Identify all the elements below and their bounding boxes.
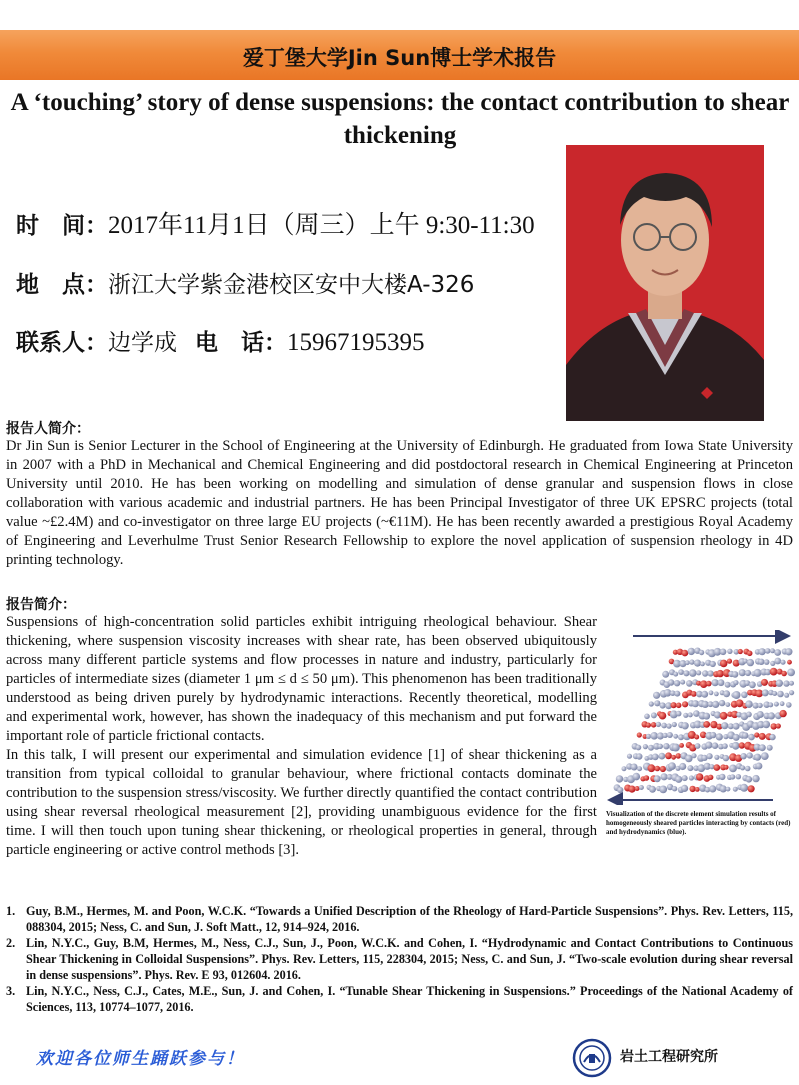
contact-particle [691, 691, 697, 697]
institute-name: 岩土工程研究所 [620, 1049, 718, 1065]
hydrodynamic-particle [780, 701, 785, 706]
hydrodynamic-particle [784, 693, 789, 698]
hydrodynamic-particle [659, 753, 666, 760]
contact-particle [635, 786, 640, 791]
contact-particle [747, 651, 753, 657]
abstract-heading: 报告简介： [6, 597, 76, 613]
time-row [16, 211, 535, 241]
hydrodynamic-particle [708, 670, 714, 676]
contact-particle [637, 732, 642, 737]
hydrodynamic-particle [646, 734, 651, 739]
hydrodynamic-particle [740, 784, 748, 792]
hydrodynamic-particle [764, 659, 770, 665]
hydrodynamic-particle [712, 701, 719, 708]
hydrodynamic-particle [674, 680, 680, 686]
hydrodynamic-particle [683, 713, 688, 718]
hydrodynamic-particle [666, 723, 671, 728]
hydrodynamic-particle [695, 743, 701, 749]
hydrodynamic-particle [772, 691, 777, 696]
hydrodynamic-particle [783, 680, 789, 686]
hydrodynamic-particle [747, 659, 754, 666]
hydrodynamic-particle [709, 785, 716, 792]
hydrodynamic-particle [785, 648, 792, 655]
hydrodynamic-particle [674, 691, 680, 697]
hydrodynamic-particle [688, 648, 695, 655]
contact-particle [682, 701, 688, 707]
hydrodynamic-particle [774, 658, 781, 665]
hydrodynamic-particle [739, 669, 746, 676]
hydrodynamic-particle [673, 734, 678, 739]
phone-label: 电 话： [195, 330, 287, 356]
place-label: 地 点： [16, 272, 108, 298]
contact-particle [770, 668, 778, 676]
hydrodynamic-particle [699, 650, 704, 655]
hydrodynamic-particle [672, 722, 677, 727]
reference-item: 3. Lin, N.Y.C., Ness, C.J., Cates, M.E., Sun, J. and Cohen, I. “Tunable Shear Thickening in Suspensions.” Proceedings of the National Academy of Sciences, 113, 10774–1077, 2016. [6, 984, 793, 1014]
contact-particle [628, 786, 635, 793]
hydrodynamic-particle [639, 785, 644, 790]
hydrodynamic-particle [722, 743, 728, 749]
hydrodynamic-particle [746, 776, 753, 783]
contact-particle [720, 712, 728, 720]
contact-particle [648, 764, 656, 772]
hydrodynamic-particle [755, 763, 762, 770]
phone-value: 15967195395 [287, 329, 425, 356]
hydrodynamic-particle [730, 774, 735, 779]
hydrodynamic-particle [667, 732, 673, 738]
hydrodynamic-particle [740, 765, 745, 770]
contact-label: 联系人： [16, 330, 108, 356]
hydrodynamic-particle [763, 721, 771, 729]
hydrodynamic-particle [768, 712, 775, 719]
hydrodynamic-particle [691, 753, 696, 758]
hydrodynamic-particle [702, 670, 708, 676]
hydrodynamic-particle [654, 775, 661, 782]
hydrodynamic-particle [745, 700, 753, 708]
hydrodynamic-particle [696, 670, 701, 675]
hydrodynamic-particle [733, 691, 741, 699]
contact-row [16, 328, 425, 358]
contact-particle [724, 765, 729, 770]
contact-particle [748, 785, 755, 792]
contact-particle [779, 710, 786, 717]
contact-particle [646, 723, 651, 728]
reference-list [6, 903, 793, 1015]
hydrodynamic-particle [648, 745, 654, 751]
hydrodynamic-particle [759, 648, 766, 655]
contact-particle [651, 722, 657, 728]
hydrodynamic-particle [777, 691, 784, 698]
hydrodynamic-particle [710, 732, 716, 738]
hydrodynamic-particle [770, 648, 775, 653]
hydrodynamic-particle [656, 722, 661, 727]
hydrodynamic-particle [681, 722, 688, 729]
contact-particle [703, 721, 710, 728]
hydrodynamic-particle [733, 787, 738, 792]
hydrodynamic-particle [692, 700, 699, 707]
hydrodynamic-particle [686, 680, 693, 687]
hydrodynamic-particle [720, 649, 727, 656]
hydrodynamic-particle [636, 745, 642, 751]
hydrodynamic-particle [660, 702, 666, 708]
hydrodynamic-particle [694, 660, 701, 667]
contact-particle [695, 787, 700, 792]
hydrodynamic-particle [729, 765, 737, 773]
hydrodynamic-particle [676, 711, 682, 717]
header-banner [0, 30, 799, 80]
hydrodynamic-particle [616, 775, 623, 782]
contact-particle [696, 773, 703, 780]
hydrodynamic-particle [680, 680, 685, 685]
contact-particle [738, 649, 743, 654]
bio-text: Dr Jin Sun is Senior Lecturer in the School of Engineering at the University of Edinburgh. He graduated from Iowa State University in 2007 with a PhD in Mechanical and Chemical Engineering and did postdoctoral research in Chemical Engineering at Princeton University until 2010. He has been working on modelling and simulation of dense granular and suspension flows in close collaboration with various academic and industrial partners. He has been Principal Investigator of three UK EPSRC projects (total value ~£2.4M) and co-investigator on three large EU projects (~€11M). He has been recently awarded a prestigious Royal Academy of Engineering and Leverhulme Trust Senior Research Fellowship to explore the novel application of suspension rheology in 4D printing technology. [6, 438, 793, 568]
hydrodynamic-particle [687, 765, 693, 771]
hydrodynamic-particle [714, 755, 719, 760]
hydrodynamic-particle [681, 785, 688, 792]
contact-particle [706, 681, 712, 687]
hydrodynamic-particle [627, 754, 632, 759]
university-logo [572, 1038, 612, 1078]
hydrodynamic-particle [678, 734, 684, 740]
hydrodynamic-particle [685, 660, 690, 665]
contact-particle [727, 659, 732, 664]
hydrodynamic-particle [789, 690, 794, 695]
hydrodynamic-particle [644, 714, 650, 720]
hydrodynamic-particle [768, 702, 773, 707]
hydrodynamic-particle [719, 774, 725, 780]
hydrodynamic-particle [725, 682, 731, 688]
hydrodynamic-particle [762, 689, 769, 696]
abstract-paragraph: Suspensions of high-concentration solid particles exhibit intriguing rheological behaviour. Shear thickening, where suspension viscosity increases with shear rate, has been observed ubiquitously across many different particle systems and flow processes in nature and industry, particularly for particles of intermediate sizes (diameter 1 μm ≤ d ≤ 50 μm). This phenomenon has been traditionally understood as being driven purely by hydrodynamic interactions. Recently theoretical, modelling and experimental work, however, has shown the inadequacy of this mechanism and put forward the important role of particle frictional contacts. [6, 614, 597, 744]
hydrodynamic-particle [754, 669, 762, 677]
hydrodynamic-particle [789, 681, 794, 686]
hydrodynamic-particle [721, 722, 728, 729]
contact-particle [682, 650, 689, 657]
hydrodynamic-particle [748, 734, 755, 741]
hydrodynamic-particle [651, 712, 657, 718]
contact-particle [694, 735, 699, 740]
hydrodynamic-particle [726, 787, 731, 792]
contact-particle [720, 660, 728, 668]
contact-particle [717, 670, 724, 677]
hydrodynamic-particle [725, 702, 730, 707]
contact-particle [761, 679, 768, 686]
hydrodynamic-particle [745, 766, 751, 772]
figure-caption: Visualization of the discrete element simulation results of homogeneously sheared particles interacting by contacts (red) and hydrodynamics (blue). [606, 810, 791, 836]
hydrodynamic-particle [767, 745, 773, 751]
abstract-body [6, 613, 597, 860]
hydrodynamic-particle [672, 786, 677, 791]
contact-particle [714, 764, 721, 771]
hydrodynamic-particle [745, 670, 751, 676]
hydrodynamic-particle [710, 661, 716, 667]
contact-particle [781, 671, 787, 677]
contact-particle [787, 660, 792, 665]
contact-particle [759, 733, 766, 740]
hydrodynamic-particle [682, 775, 688, 781]
contact-particle [708, 775, 713, 780]
hydrodynamic-particle [678, 669, 684, 675]
hydrodynamic-particle [654, 700, 660, 706]
abstract-paragraph: In this talk, I will present our experimental and simulation evidence [1] of shear thickening as a transition from typical colloidal to granular behaviour, where frictional contacts dominate the contribution to the suspension stress/viscosity. We further directly quantified the contact contribution using shear reversal rheological measurement [2], providing unambiguous evidence for the first time. I will then touch upon tuning shear thickening, or rheological properties in general, through particle engineering or active control methods [3]. [6, 747, 597, 858]
place-row [16, 270, 474, 300]
contact-particle [776, 723, 781, 728]
hydrodynamic-particle [757, 711, 764, 718]
hydrodynamic-particle [683, 670, 689, 676]
hydrodynamic-particle [723, 690, 730, 697]
hydrodynamic-particle [661, 723, 667, 729]
hydrodynamic-particle [761, 752, 769, 760]
reference-item: 1. Guy, B.M., Hermes, M. and Poon, W.C.K. “Towards a Unified Description of the Rheology of Hard-Particle Suspensions”. Phys. Rev. Letters, 115, 088304, 2015; Ness, C. and Sun, J. Soft Matt., 12, 914–924, 2016. [6, 904, 793, 934]
hydrodynamic-particle [663, 743, 669, 749]
hydrodynamic-particle [723, 755, 729, 761]
hydrodynamic-particle [622, 766, 627, 771]
hydrodynamic-particle [733, 680, 738, 685]
hydrodynamic-particle [769, 734, 775, 740]
contact-particle [671, 702, 677, 708]
hydrodynamic-particle [662, 671, 669, 678]
hydrodynamic-particle [752, 775, 759, 782]
hydrodynamic-particle [617, 787, 623, 793]
contact-particle [676, 703, 682, 709]
hydrodynamic-particle [757, 703, 762, 708]
hydrodynamic-particle [675, 776, 682, 783]
hydrodynamic-particle [786, 702, 792, 708]
contact-particle [754, 732, 759, 737]
contact-particle [665, 752, 672, 759]
hydrodynamic-particle [688, 712, 693, 717]
hydrodynamic-particle [659, 786, 667, 794]
hydrodynamic-particle [668, 762, 676, 770]
hydrodynamic-particle [673, 672, 678, 677]
hydrodynamic-particle [736, 774, 741, 779]
hydrodynamic-particle [733, 723, 740, 730]
hydrodynamic-particle [787, 669, 795, 677]
hydrodynamic-particle [701, 691, 708, 698]
hydrodynamic-particle [732, 671, 739, 678]
hydrodynamic-particle [758, 659, 764, 665]
hydrodynamic-particle [732, 742, 740, 750]
contact-particle [671, 755, 676, 760]
simulation-figure [603, 630, 795, 805]
hydrodynamic-particle [633, 773, 641, 781]
hydrodynamic-particle [668, 679, 674, 685]
hydrodynamic-particle [776, 680, 783, 687]
hydrodynamic-particle [679, 763, 686, 770]
time-value: 2017年11月1日（周三）上午 9:30-11:30 [108, 212, 535, 239]
hydrodynamic-particle [712, 742, 719, 749]
hydrodynamic-particle [765, 648, 771, 654]
hydrodynamic-particle [759, 744, 766, 751]
hydrodynamic-particle [714, 692, 719, 697]
hydrodynamic-particle [780, 660, 785, 665]
contact-particle [655, 766, 661, 772]
hydrodynamic-particle [741, 692, 748, 699]
hydrodynamic-particle [689, 775, 694, 780]
place-value: 浙江大学紫金港校区安中大楼A-326 [108, 272, 475, 298]
hydrodynamic-particle [716, 733, 723, 740]
hydrodynamic-particle [637, 766, 642, 771]
welcome-message: 欢迎各位师生踊跃参与！ [36, 1049, 245, 1069]
time-label: 时 间： [16, 213, 108, 239]
hydrodynamic-particle [742, 732, 749, 739]
hydrodynamic-particle [658, 744, 663, 749]
hydrodynamic-particle [672, 744, 680, 752]
hydrodynamic-particle [703, 713, 710, 720]
hydrodynamic-particle [689, 669, 697, 677]
banner-title: 爱丁堡大学Jin Sun博士学术报告 [242, 46, 557, 70]
speaker-photo [566, 145, 764, 421]
contact-particle [679, 743, 684, 748]
reference-item: 2. Lin, N.Y.C., Guy, B.M, Hermes, M., Ness, C.J., Sun, J., Poon, W.C.K. and Cohen, I. “Hydrodynamic and Contact Contributions to Continuous Shear Thickening in Colloidal Suspensions”. Phys. Rev. Letters, 115, 228304, 2015; Ness, C. and Sun, J. “Two-scale evolution during shear reversal in dense suspensions”. Phys. Rev. E 93, 012604. 2016. [6, 936, 793, 982]
talk-title: A ‘touching’ story of dense suspensions: the contact contribution to shear thickening [10, 89, 790, 149]
hydrodynamic-particle [747, 752, 753, 758]
hydrodynamic-particle [643, 744, 648, 749]
hydrodynamic-particle [719, 700, 725, 706]
contact-value: 边学成 [108, 330, 177, 356]
hydrodynamic-particle [740, 753, 746, 759]
contact-particle [689, 786, 695, 792]
hydrodynamic-particle [774, 702, 779, 707]
hydrodynamic-particle [707, 753, 713, 759]
hydrodynamic-particle [689, 659, 694, 664]
hydrodynamic-particle [700, 662, 705, 667]
hydrodynamic-particle [653, 692, 660, 699]
hydrodynamic-particle [754, 754, 761, 761]
hydrodynamic-particle [733, 734, 740, 741]
hydrodynamic-particle [727, 649, 732, 654]
bio-heading: 报告人简介： [6, 421, 90, 437]
hydrodynamic-particle [749, 681, 756, 688]
contact-particle [739, 742, 745, 748]
hydrodynamic-particle [709, 690, 714, 695]
hydrodynamic-particle [705, 742, 712, 749]
hydrodynamic-particle [636, 753, 642, 759]
hydrodynamic-particle [649, 701, 654, 706]
contact-particle [660, 766, 666, 772]
hydrodynamic-particle [652, 754, 659, 761]
contact-particle [676, 753, 682, 759]
hydrodynamic-particle [746, 712, 752, 718]
hydrodynamic-particle [631, 764, 638, 771]
hydrodynamic-particle [774, 649, 781, 656]
hydrodynamic-particle [718, 679, 725, 686]
contact-particle [659, 712, 667, 720]
contact-particle [644, 775, 650, 781]
hydrodynamic-particle [649, 786, 656, 793]
